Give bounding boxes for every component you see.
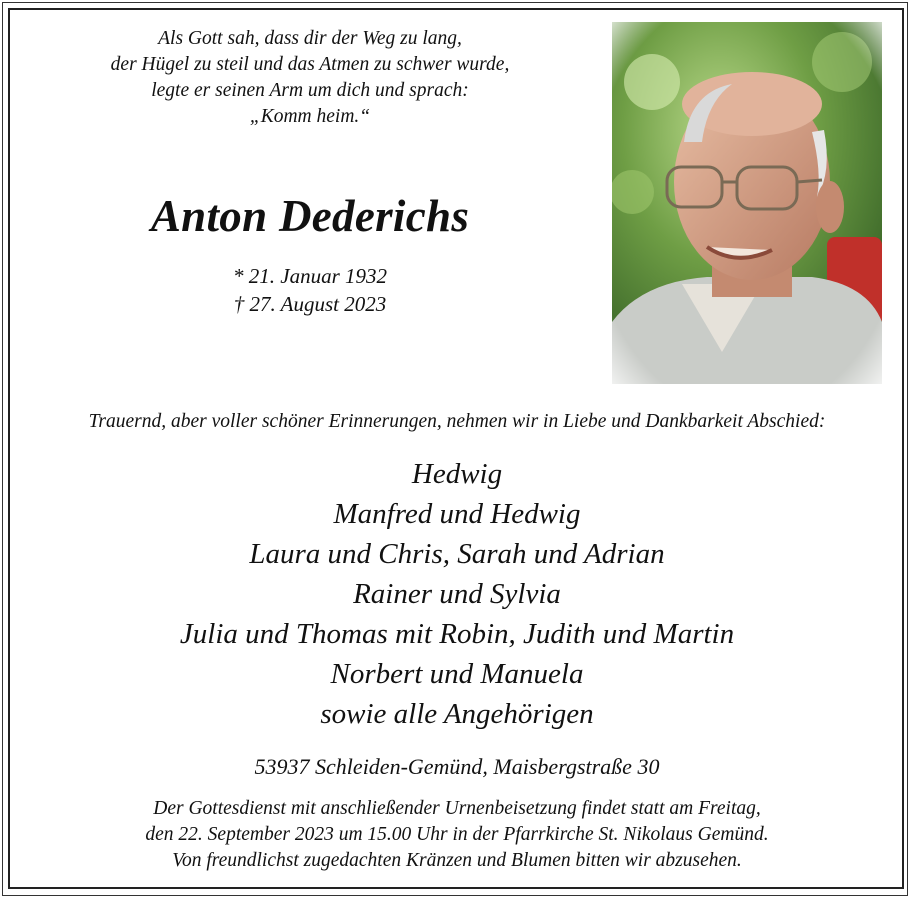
farewell-intro: Trauernd, aber voller schöner Erinnerungen, nehmen wir in Liebe und Dankbarkeit Abschied: bbox=[88, 411, 826, 432]
address: 53937 Schleiden-Gemünd, Maisbergstraße 30 bbox=[254, 754, 660, 779]
service-notice bbox=[20, 796, 894, 874]
birth-date: * 21. Januar 1932 bbox=[233, 264, 387, 288]
death-date: † 27. August 2023 bbox=[233, 292, 387, 316]
mourner-line: Hedwig bbox=[411, 458, 503, 490]
verse-line: der Hügel zu steil und das Atmen zu schwer wurde, bbox=[110, 54, 510, 75]
mourner-line: sowie alle Angehörigen bbox=[320, 698, 594, 730]
memorial-verse bbox=[40, 26, 580, 130]
verse-line: „Komm heim.“ bbox=[249, 106, 371, 127]
portrait-photo-icon bbox=[612, 22, 882, 384]
mourner-line: Rainer und Sylvia bbox=[353, 578, 561, 610]
mourner-line: Julia und Thomas mit Robin, Judith und Martin bbox=[179, 618, 735, 650]
mourners-list bbox=[20, 454, 894, 734]
portrait-photo bbox=[612, 22, 882, 384]
service-line: Der Gottesdienst mit anschließender Urnenbeisetzung findet statt am Freitag, bbox=[153, 798, 761, 819]
mourner-line: Laura und Chris, Sarah und Adrian bbox=[249, 538, 665, 570]
service-line: den 22. September 2023 um 15.00 Uhr in der Pfarrkirche St. Nikolaus Gemünd. bbox=[145, 824, 769, 845]
verse-line: legte er seinen Arm um dich und sprach: bbox=[151, 80, 469, 101]
service-line: Von freundlichst zugedachten Kränzen und Blumen bitten wir abzusehen. bbox=[172, 850, 742, 871]
deceased-name: Anton Dederichs bbox=[150, 191, 470, 241]
verse-line: Als Gott sah, dass dir der Weg zu lang, bbox=[158, 28, 462, 49]
life-dates bbox=[210, 262, 410, 318]
mourner-line: Manfred und Hedwig bbox=[333, 498, 581, 530]
mourner-line: Norbert und Manuela bbox=[330, 658, 584, 690]
